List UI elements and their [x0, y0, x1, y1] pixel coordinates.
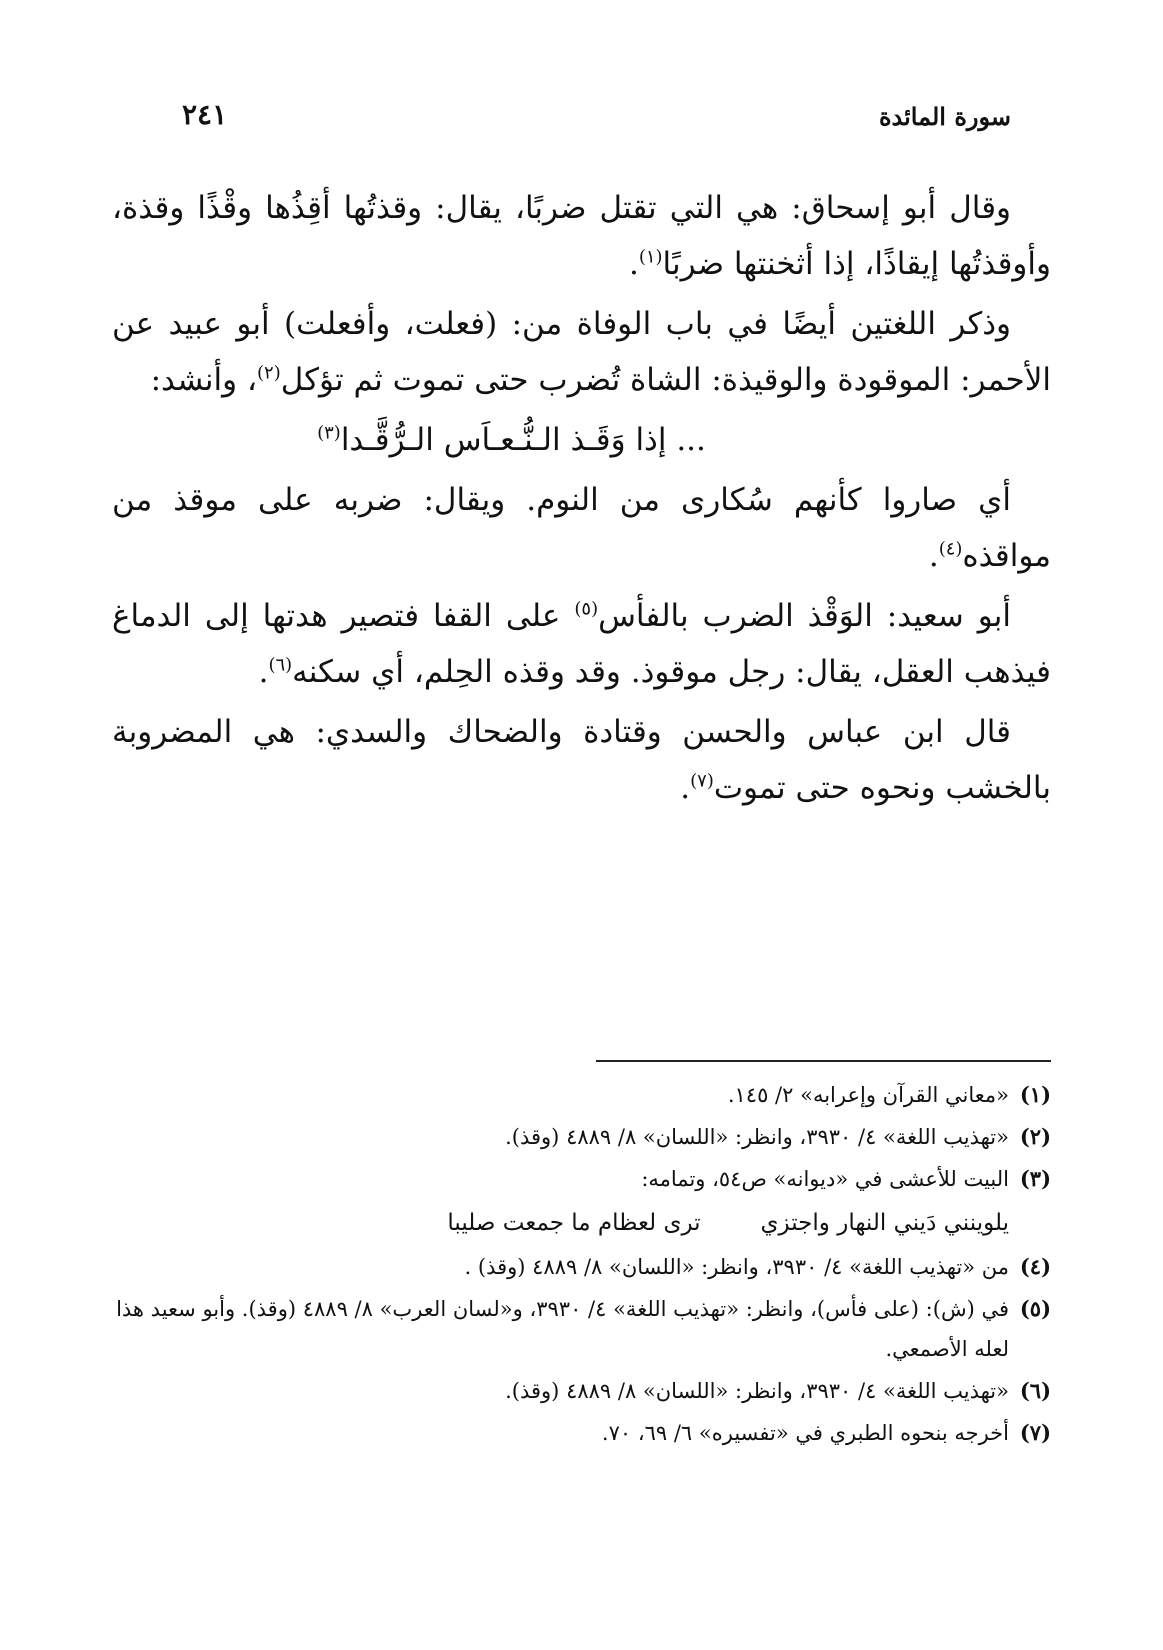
paragraph-text: على القفا فتصير هدتها إلى الدماغ فيذهب العقل، يقال: رجل موقوذ. وقد وقذه الحِلم، أي سكنه — [112, 598, 1051, 690]
paragraph-text: أي صاروا كأنهم سُكارى من النوم. ويقال: ضربه على موقذ من مواقذه — [112, 482, 1051, 574]
footnote-number: (٥) — [1019, 1296, 1051, 1321]
footnote-text: «معاني القرآن وإعرابه» ٢/ ١٤٥. — [727, 1083, 1009, 1107]
paragraph-text: وقال أبو إسحاق: هي التي تقتل ضربًا، يقال: وقذتُها أقِذُها وقْذًا وقذة، وأوقذتُها إيقاذًا، إذا أثخنتها ضربًا — [112, 190, 1051, 282]
footnote-ref: (٧) — [690, 770, 714, 792]
footnote-number: (٧) — [1019, 1420, 1051, 1445]
footnote-text: البيت للأعشى في «ديوانه» ص٥٤، وتمامه: — [641, 1167, 1009, 1191]
poetry-verse — [112, 412, 1051, 468]
paragraph-5: قال ابن عباس والحسن وقتادة والضحاك والسدي: هي المضروبة بالخشب ونحوه حتى تموت$^{(٧)}$. — [112, 714, 1051, 806]
page-number: ٢٤١ — [182, 98, 228, 131]
verse-text: ... إذا وَقَـذ الـنُّـعـاَس الـرُّقَّـدا — [340, 422, 706, 458]
footnote-7 — [112, 1413, 1051, 1453]
footnote-ref: (٥) — [574, 598, 599, 620]
paragraph-1: وقال أبو إسحاق: هي التي تقتل ضربًا، يقال: وقذتُها أقِذُها وقْذًا وقذة، وأوقذتُها إيقاذًا، إذا أثخنتها ضربًا$^{(١)}$. — [112, 190, 1051, 282]
footnote-text: «تهذيب اللغة» ٤/ ٣٩٣٠، وانظر: «اللسان» ٨/ ٤٨٨٩ (وقذ). — [505, 1379, 1009, 1403]
paragraph-text: وذكر اللغتين أيضًا في باب الوفاة من: (فعلت، وأفعلت) أبو عبيد عن الأحمر: الموقودة والوقيذة: الشاة تُضرب حتى تموت ثم تؤكل — [112, 306, 1051, 398]
page-header — [112, 98, 1051, 142]
paragraph-4: أبو سعيد: الوَقْذ الضرب بالفأس$^{(٥)}$ على القفا فتصير هدتها إلى الدماغ فيذهب العقل، يقال: رجل موقوذ. وقد وقذه الحِلم، أي سكنه$^{(٦)}$. — [112, 598, 1051, 690]
footnote-2 — [112, 1117, 1051, 1157]
footnote-ref: (١) — [638, 246, 663, 268]
verse-first-hemistich: يلوينني دَيني النهار واجتزي — [760, 1210, 1009, 1236]
footnote-separator — [596, 1060, 1051, 1062]
paragraph-tail: ، وأنشد: — [150, 362, 258, 398]
footnote-number: (٦) — [1019, 1378, 1051, 1403]
footnote-1 — [112, 1075, 1051, 1115]
verse-second-hemistich: ترى لعظام ما جمعت صليبا — [447, 1210, 701, 1236]
paragraph-3: أي صاروا كأنهم سُكارى من النوم. ويقال: ضربه على موقذ من مواقذه$^{(٤)}$. — [112, 482, 1051, 574]
footnote-number: (٤) — [1019, 1254, 1051, 1279]
footnote-ref: (٢) — [257, 362, 281, 384]
footnote-ref: (٤) — [938, 538, 963, 560]
footnote-ref: (٣) — [317, 422, 341, 444]
footnote-3 — [112, 1159, 1051, 1199]
footnotes — [112, 1075, 1051, 1455]
footnote-poetry — [112, 1203, 1051, 1243]
footnote-text: في (ش): (على فأس)، وانظر: «تهذيب اللغة» ٤/ ٣٩٣٠، و«لسان العرب» ٨/ ٤٨٨٩ (وقذ). وأبو سعيد هذا لعله الأصمعي. — [116, 1297, 1009, 1361]
footnote-6 — [112, 1371, 1051, 1411]
footnote-number: (٢) — [1019, 1124, 1051, 1149]
footnote-text: من «تهذيب اللغة» ٤/ ٣٩٣٠، وانظر: «اللسان» ٨/ ٤٨٨٩ (وقذ) . — [464, 1255, 1009, 1279]
footnote-number: (٣) — [1019, 1166, 1051, 1191]
footnote-text: أخرجه بنحوه الطبري في «تفسيره» ٦/ ٦٩، ٧٠. — [601, 1421, 1009, 1445]
footnote-ref: (٦) — [268, 654, 293, 676]
paragraph-text: قال ابن عباس والحسن وقتادة والضحاك والسدي: هي المضروبة بالخشب ونحوه حتى تموت — [112, 714, 1051, 806]
main-text — [112, 180, 1051, 820]
surah-title: سورة المائدة — [878, 102, 1011, 131]
footnote-text: «تهذيب اللغة» ٤/ ٣٩٣٠، وانظر: «اللسان» ٨/ ٤٨٨٩ (وقذ). — [505, 1125, 1009, 1149]
paragraph-text: أبو سعيد: الوَقْذ الضرب بالفأس — [598, 598, 1011, 634]
paragraph-2 — [112, 296, 1051, 408]
footnote-number: (١) — [1019, 1082, 1051, 1107]
footnote-4 — [112, 1247, 1051, 1287]
footnote-5 — [112, 1289, 1051, 1369]
